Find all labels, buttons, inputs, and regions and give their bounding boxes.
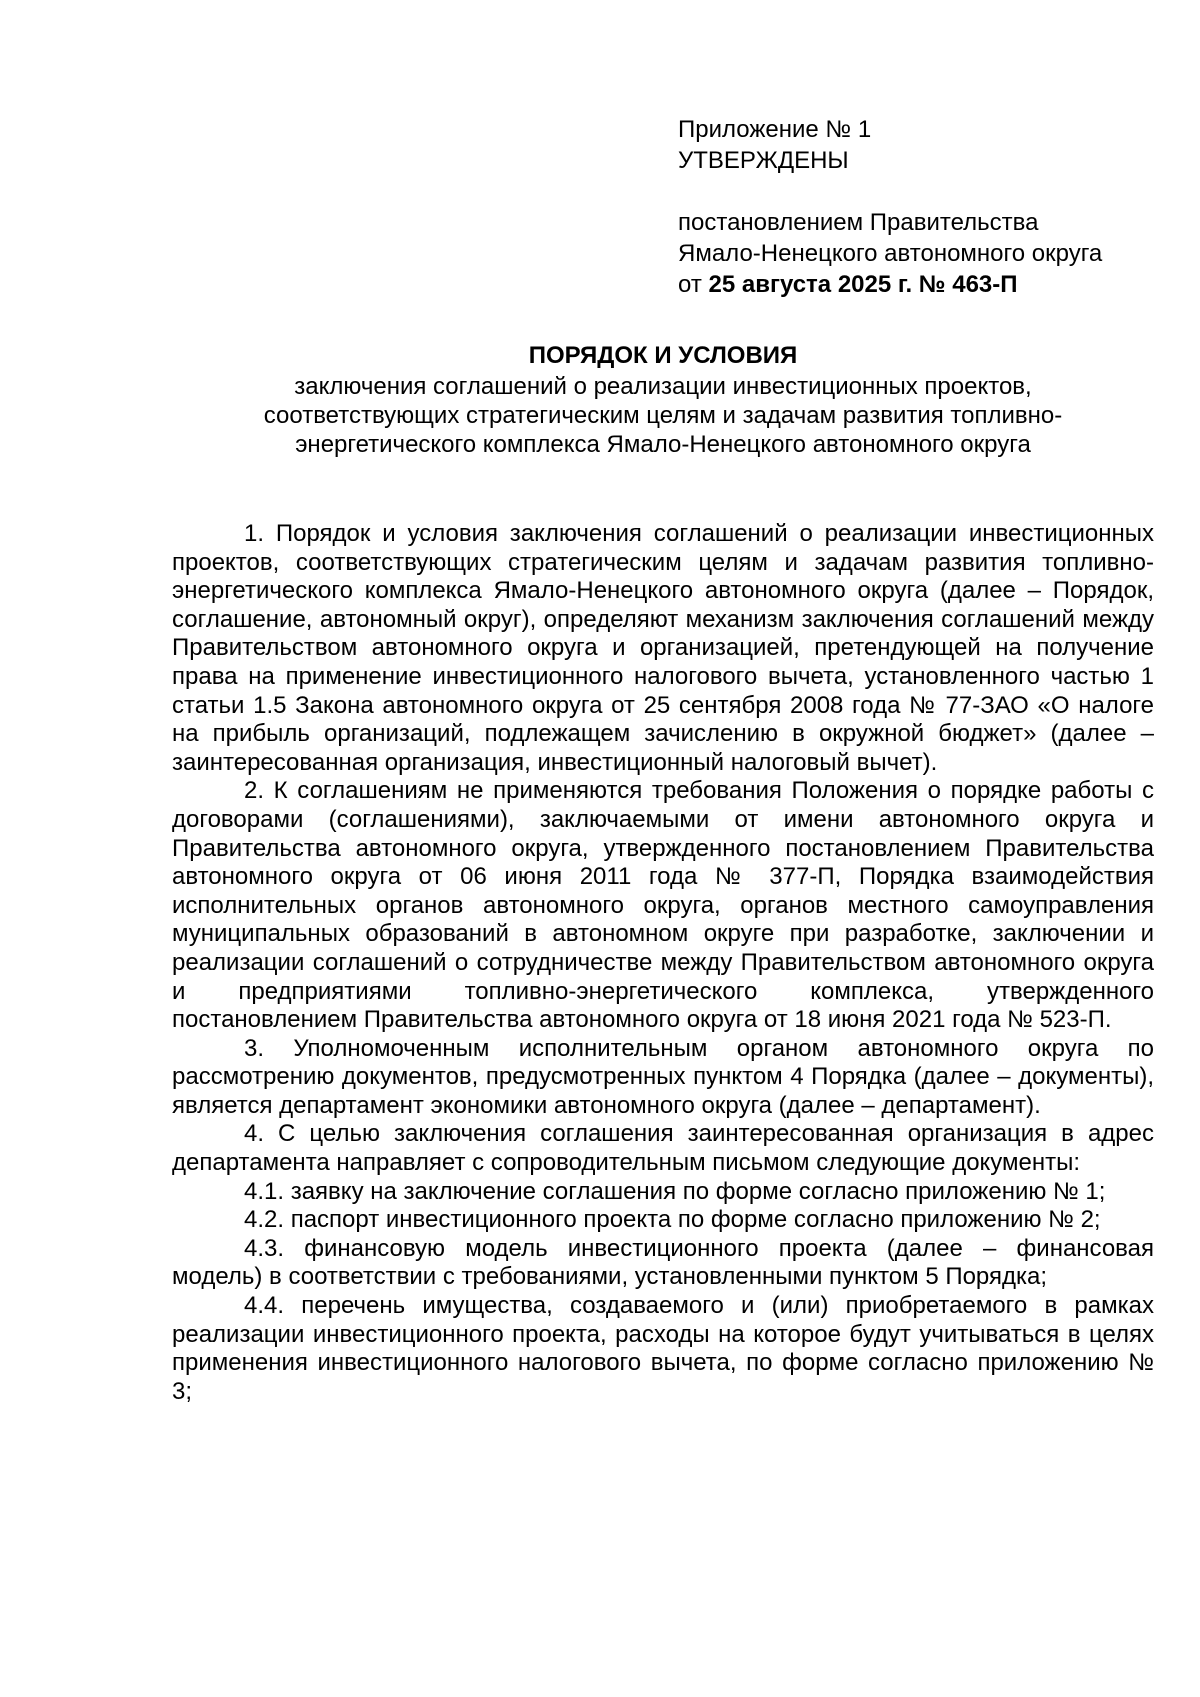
paragraph-4-4: 4.4. перечень имущества, создаваемого и (или) приобретаемого в рамках реализации инвестиционного проекта, расходы на которое будут учитываться в целях применения инвестиционного налогового вычета, по форме согласно приложению № 3;	[172, 1292, 1154, 1405]
approval-block	[678, 114, 1158, 300]
paragraph-1: 1. Порядок и условия заключения соглашений о реализации инвестиционных проектов, соответствующих стратегическим целям и задачам развития топливно-энергетического комплекса Ямало-Ненецкого автономного округа (далее – Порядок, соглашение, автономный округ), определяют механизм заключения соглашений между Правительством автономного округа и организацией, претендующей на получение права на применение инвестиционного налогового вычета, установленного частью 1 статьи 1.5 Закона автономного округа от 25 сентября 2008 года № 77-ЗАО «О налоге на прибыль организаций, подлежащем зачислению в окружной бюджет» (далее – заинтересованная организация, инвестиционный налоговый вычет).	[172, 520, 1154, 776]
document-subtitle-line-3: энергетического комплекса Ямало-Ненецкого автономного округа	[295, 431, 1031, 458]
document-title-block	[172, 340, 1154, 459]
annex-label: Приложение № 1	[678, 116, 872, 143]
decree-date-number: 25 августа 2025 г. № 463-П	[708, 271, 1018, 298]
document-subtitle-line-2: соответствующих стратегическим целям и задачам развития топливно-	[263, 402, 1063, 429]
paragraph-4-3: 4.3. финансовую модель инвестиционного проекта (далее – финансовая модель) в соответствии с требованиями, установленными пунктом 5 Порядка;	[172, 1234, 1154, 1291]
document-body	[172, 520, 1154, 1406]
document-title: ПОРЯДОК И УСЛОВИЯ	[528, 342, 798, 369]
paragraph-4-2: 4.2. паспорт инвестиционного проекта по форме согласно приложению № 2;	[244, 1206, 1101, 1234]
paragraph-4-1: 4.1. заявку на заключение соглашения по форме согласно приложению № 1;	[244, 1177, 1106, 1205]
approved-label: УТВЕРЖДЕНЫ	[678, 147, 849, 174]
document-subtitle-line-1: заключения соглашений о реализации инвестиционных проектов,	[294, 373, 1032, 400]
approval-gap	[678, 176, 1158, 207]
decree-date-line	[678, 269, 1158, 300]
decree-date-prefix: от	[678, 271, 709, 298]
decree-line-1: постановлением Правительства	[678, 209, 1039, 236]
paragraph-4: 4. С целью заключения соглашения заинтересованная организация в адрес департамента направляет с сопроводительным письмом следующие документы:	[172, 1120, 1154, 1177]
paragraph-3: 3. Уполномоченным исполнительным органом автономного округа по рассмотрению документов, предусмотренных пунктом 4 Порядка (далее – документы), является департамент экономики автономного округа (далее – департамент).	[172, 1034, 1154, 1119]
paragraph-2: 2. К соглашениям не применяются требования Положения о порядке работы с договорами (соглашениями), заключаемыми от имени автономного округа и Правительства автономного округа, утвержденного постановлением Правительства автономного округа от 06 июня 2011 года № 377-П, Порядка взаимодействия исполнительных органов автономного округа, органов местного самоуправления муниципальных образований в автономном округе при разработке, заключении и реализации соглашений о сотрудничестве между Правительством автономного округа и предприятиями топливно-энергетического комплекса, утвержденного постановлением Правительства автономного округа от 18 июня 2021 года № 523-П.	[172, 777, 1154, 1034]
decree-line-2: Ямало-Ненецкого автономного округа	[678, 240, 1103, 267]
